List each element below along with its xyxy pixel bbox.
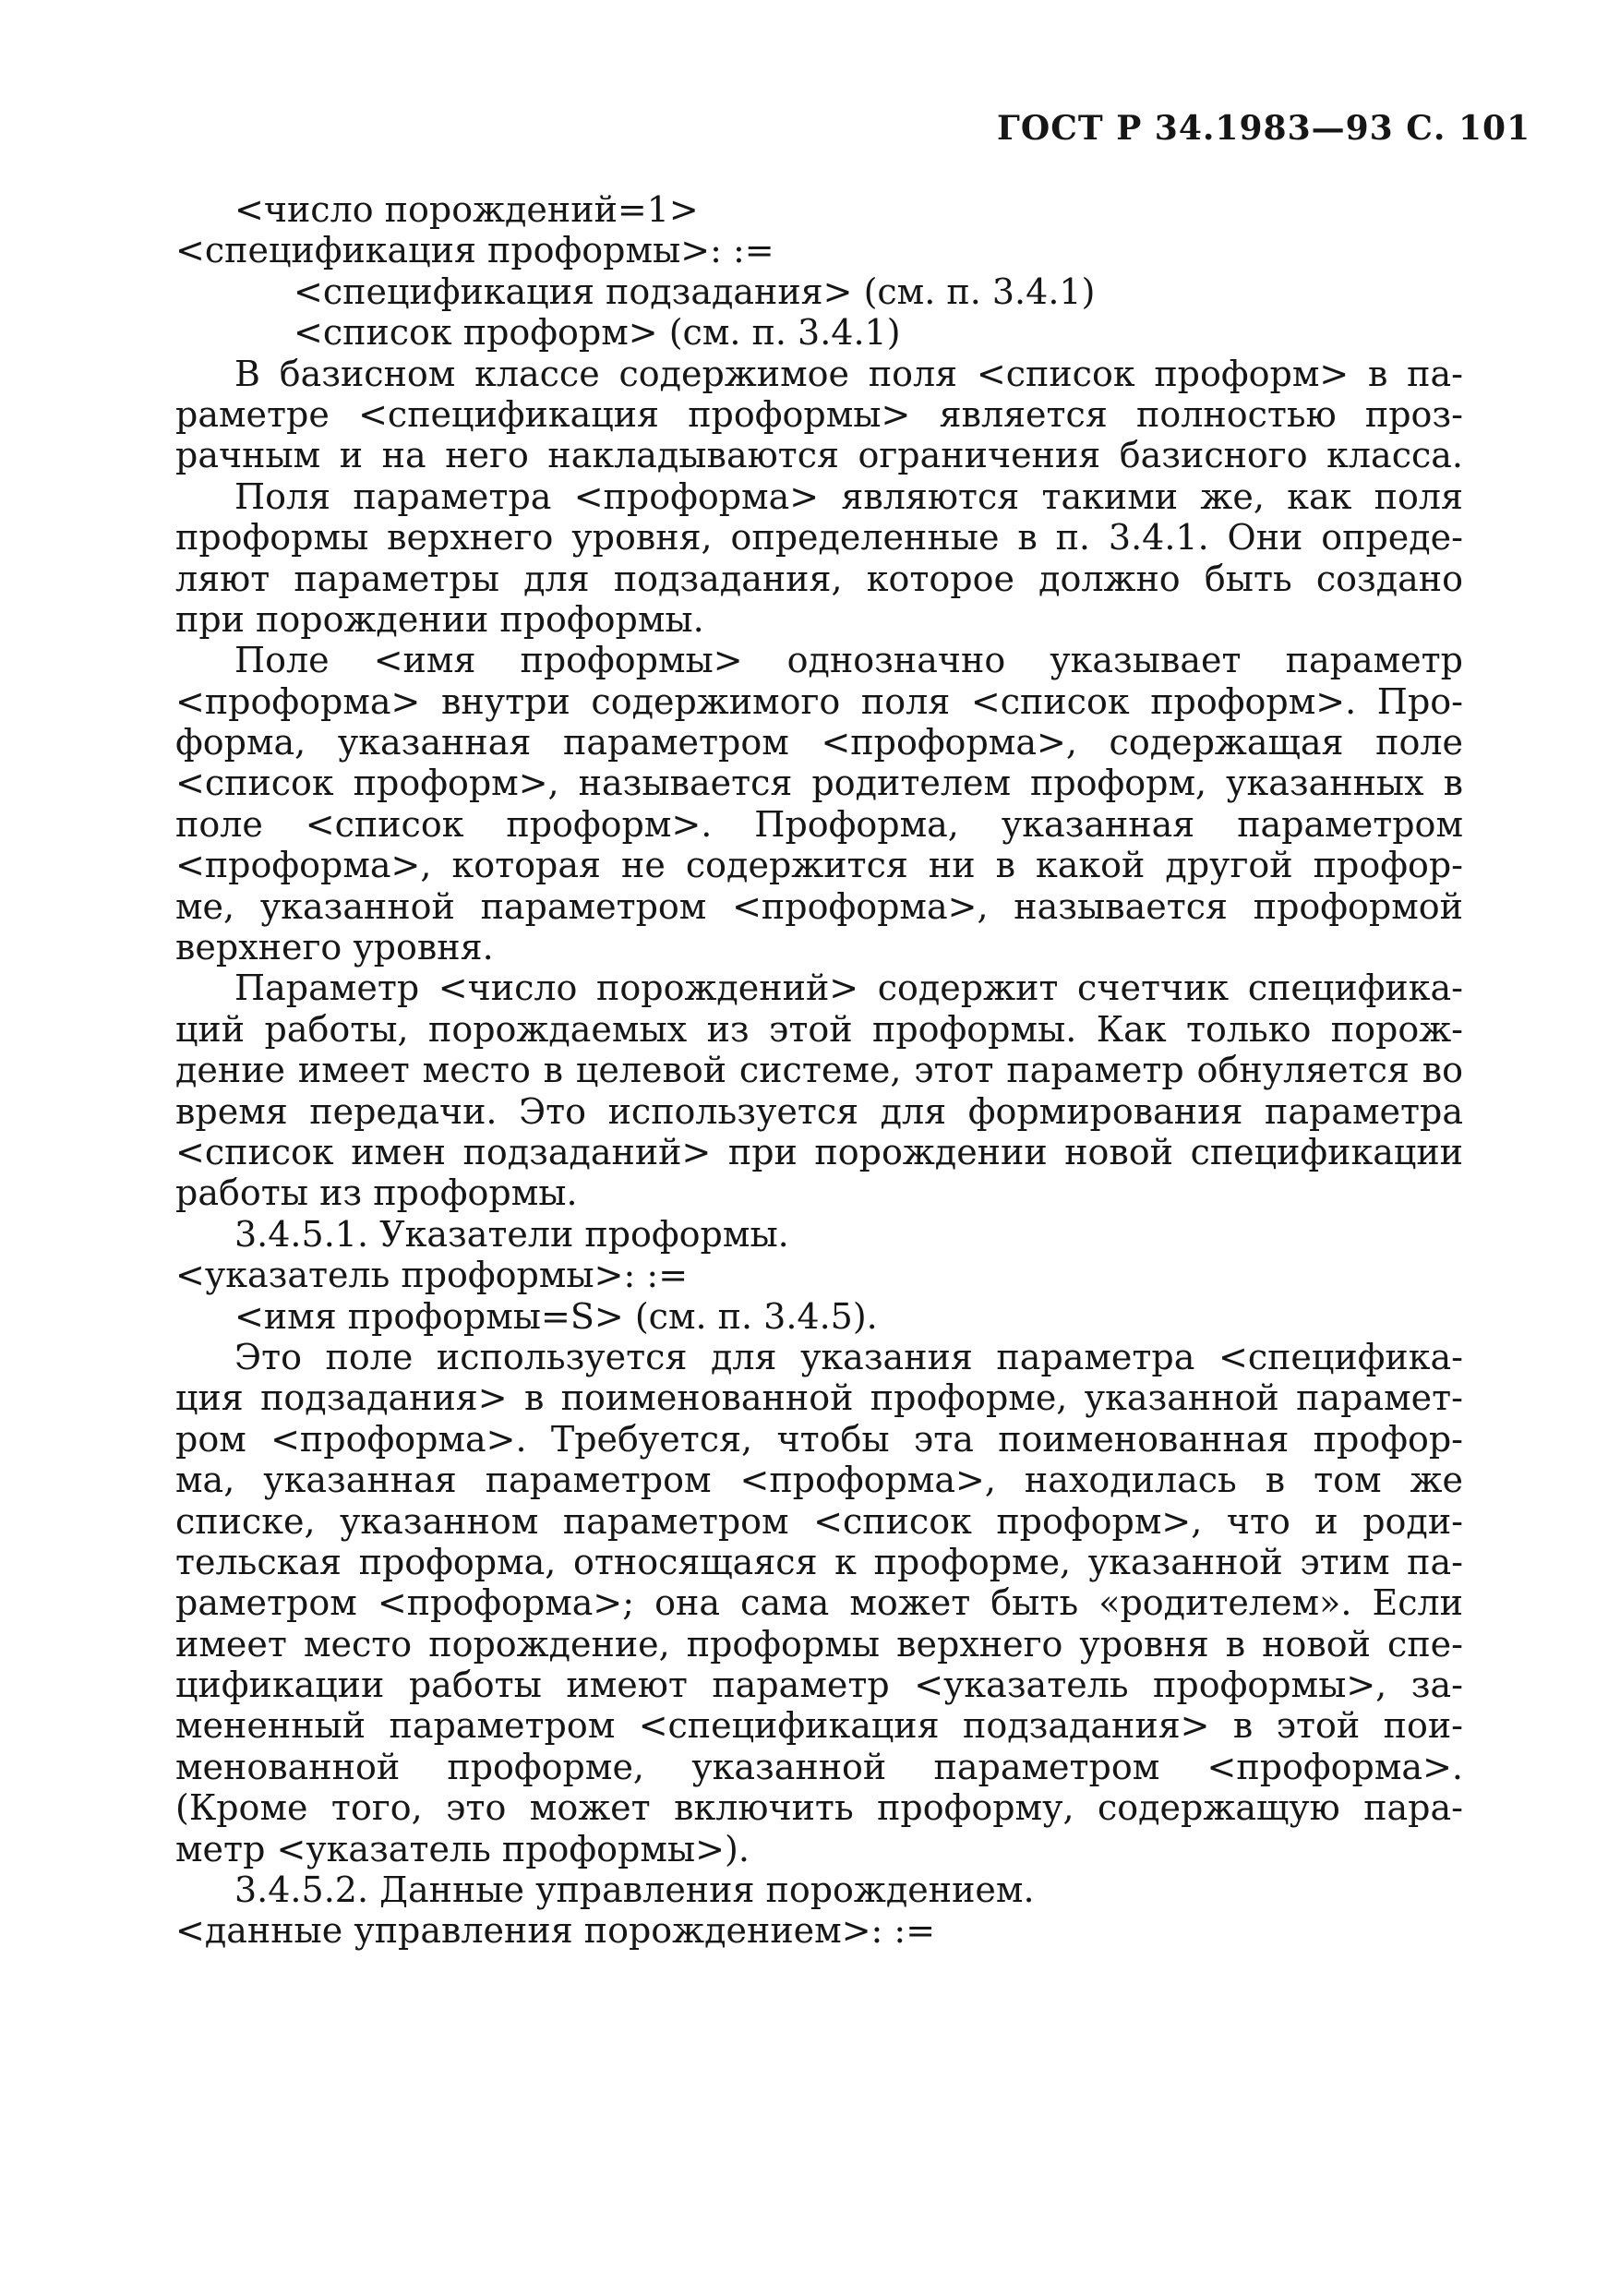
text-line: рачным и на него накладываются ограничения базисного класса. (175, 435, 1463, 476)
text-line: тельская проформа, относящаяся к проформе, указанной этим па- (175, 1541, 1463, 1582)
text-line: <данные управления порождением>: := (175, 1910, 936, 1952)
text-line: Поля параметра <проформа> являются такими же, как поля (234, 475, 1463, 517)
text-line: цификации работы имеют параметр <указатель проформы>, за- (175, 1665, 1463, 1706)
text-line: дение имеет место в целевой системе, этот параметр обнуляется во (175, 1050, 1463, 1091)
text-line: ция подзадания> в поименованной проформе, указанной парамет- (175, 1377, 1463, 1419)
text-line: метр <указатель проформы>). (175, 1828, 750, 1869)
text-line: мененный параметром <спецификация подзадания> в этой пои- (175, 1705, 1463, 1747)
text-line: <спецификация подзадания> (см. п. 3.4.1) (294, 270, 1096, 312)
text-line: Это поле используется для указания параметра <специфика- (234, 1336, 1463, 1377)
running-header: ГОСТ Р 34.1983—93 С. 101 (997, 109, 1531, 148)
text-line: работы из проформы. (175, 1172, 578, 1214)
text-line: <проформа>, которая не содержится ни в какой другой профор- (175, 845, 1463, 886)
text-line: <список имен подзаданий> при порождении новой спецификации (175, 1131, 1463, 1172)
text-line: 3.4.5.1. Указатели проформы. (234, 1213, 789, 1255)
text-line: списке, указанном параметром <список проформ>, что и роди- (175, 1500, 1463, 1542)
text-line: Поле <имя проформы> однозначно указывает параметр (234, 640, 1463, 681)
text-line: ром <проформа>. Требуется, чтобы эта поименованная профор- (175, 1418, 1463, 1460)
text-line: 3.4.5.2. Данные управления порождением. (234, 1869, 1035, 1911)
text-line: время передачи. Это используется для формирования параметра (175, 1090, 1463, 1132)
text-line: <спецификация проформы>: := (175, 230, 774, 271)
text-line: ме, указанной параметром <проформа>, называется проформой (175, 885, 1463, 927)
text-line: при порождении проформы. (175, 598, 704, 640)
text-line: раметре <спецификация проформы> является полностью проз- (175, 393, 1463, 435)
text-line: поле <список проформ>. Проформа, указанная параметром (175, 803, 1463, 845)
text-line: <список проформ>, называется родителем проформ, указанных в (175, 763, 1463, 804)
text-line: В базисном классе содержимое поля <список проформ> в па- (234, 353, 1463, 394)
text-line: <число порождений=1> (234, 189, 699, 230)
text-line: <список проформ> (см. п. 3.4.1) (294, 312, 901, 354)
text-line: ма, указанная параметром <проформа>, находилась в том же (175, 1460, 1463, 1501)
text-line: менованной проформе, указанной параметром <проформа>. (175, 1746, 1463, 1787)
text-line: проформы верхнего уровня, определенные в п. 3.4.1. Они опреде- (175, 517, 1463, 559)
text-line: форма, указанная параметром <проформа>, содержащая поле (175, 722, 1463, 763)
text-line: Параметр <число порождений> содержит счетчик специфика- (234, 968, 1463, 1009)
text-line: (Кроме того, это может включить проформу, содержащую пара- (175, 1787, 1463, 1829)
document-body (175, 189, 1463, 1952)
text-line: раметром <проформа>; она сама может быть «родителем». Если (175, 1582, 1463, 1624)
text-line: <имя проформы=S> (см. п. 3.4.5). (234, 1295, 878, 1337)
text-line: <указатель проформы>: := (175, 1255, 689, 1296)
text-line: верхнего уровня. (175, 927, 494, 968)
text-line: ляют параметры для подзадания, которое должно быть создано (175, 558, 1463, 599)
text-line: <проформа> внутри содержимого поля <список проформ>. Про- (175, 680, 1463, 722)
text-line: имеет место порождение, проформы верхнего уровня в новой спе- (175, 1623, 1463, 1665)
text-line: ций работы, порождаемых из этой проформы. Как только порож- (175, 1008, 1463, 1050)
